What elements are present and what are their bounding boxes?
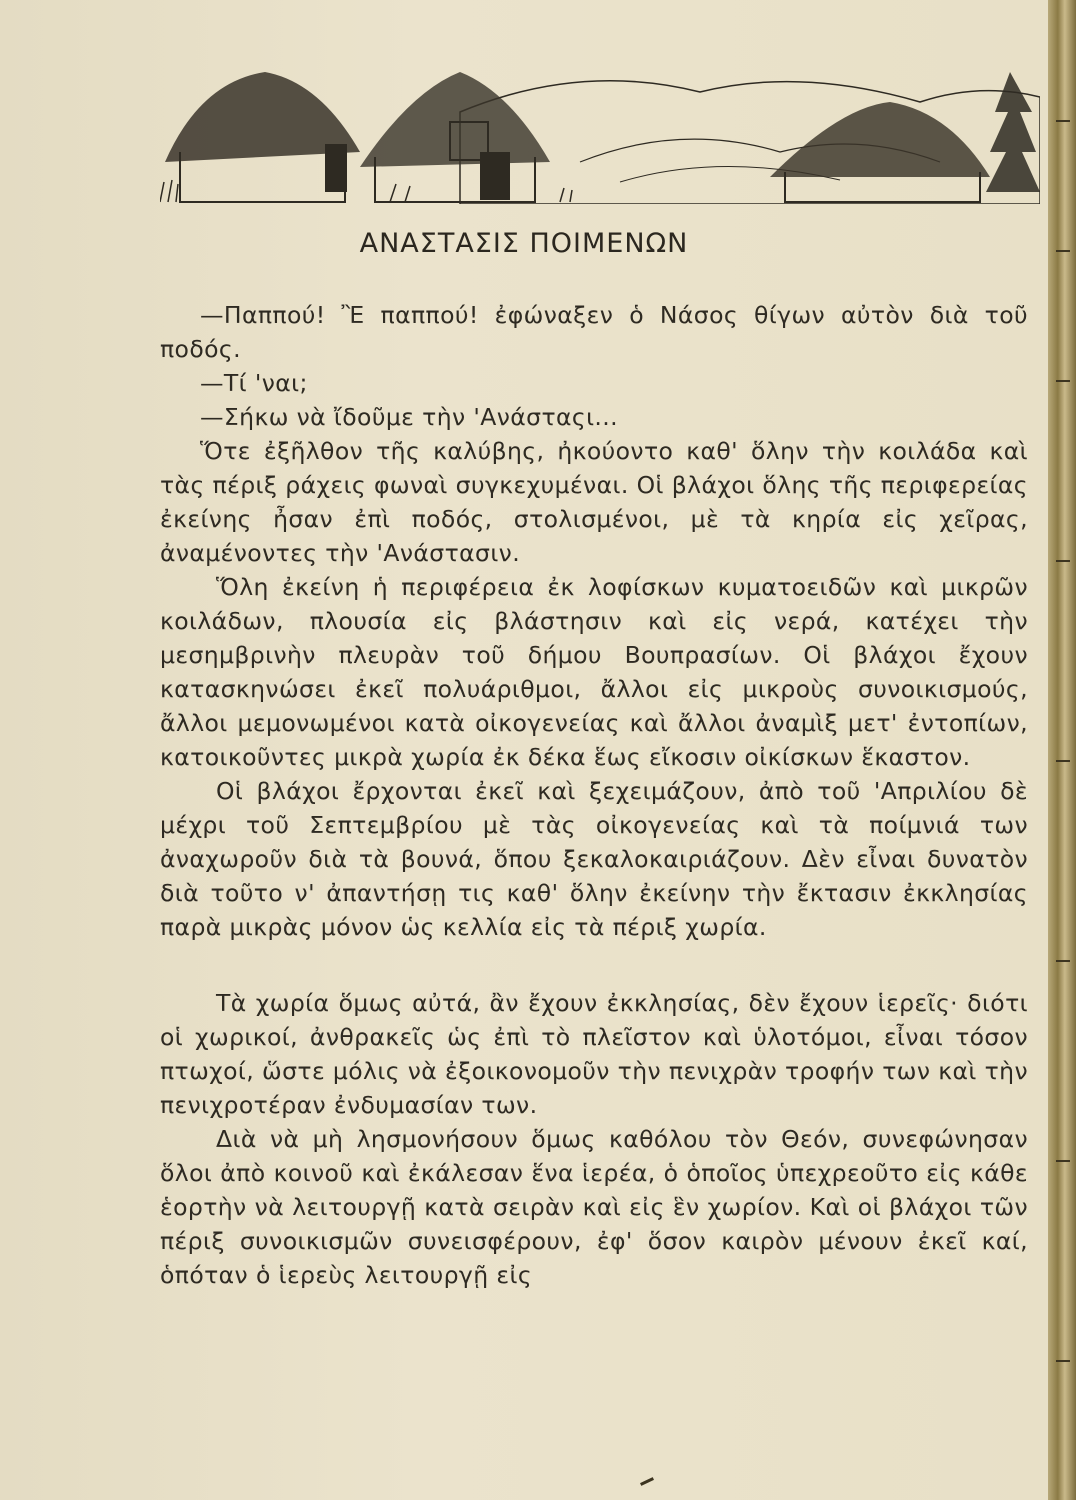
paragraph-5: Ὅλη ἐκείνη ἡ περιφέρεια ἐκ λοφίσκων κυματοειδῶν καὶ μικρῶν κοιλάδων, πλουσία εἰς βλάστησιν καὶ εἰς νερά, κατέχει τὴν μεσημβρινὴν πλευρὰν τοῦ δήμου Βουπρασίων. Οἱ βλάχοι ἔχουν κατασκηνώσει ἐκεῖ πολυάριθμοι, ἄλλοι εἰς μικροὺς συνοικισμούς, ἄλλοι μεμονωμένοι κατὰ οἰκογενείας καὶ ἄλλοι ἀναμὶξ μετ' ἐντοπίων, κατοικοῦντες μικρὰ χωρία ἐκ δέκα ἕως εἴκοσιν οἰκίσκων ἕκαστον. — [160, 573, 1028, 771]
paragraph-1: —Παππού! Ἒ παππού! ἐφώναξεν ὁ Νάσος θίγων αὐτὸν διὰ τοῦ ποδός. — [160, 301, 1028, 363]
paragraph-2: —Τί 'ναι; — [200, 369, 308, 397]
paragraph-3: —Σήκω νὰ ἴδοῦμε τὴν 'Ανάσταςι... — [200, 403, 619, 431]
paragraph-8: Διὰ νὰ μὴ λησμονήσουν ὅμως καθόλου τὸν Θεόν, συνεφώνησαν ὅλοι ἀπὸ κοινοῦ καὶ ἐκάλεσαν ἕνα ἱερέα, ὁ ὁποῖος ὑπεχρεοῦτο εἰς κάθε ἑορτὴν νὰ λειτουργῇ κατὰ σειρὰν καὶ εἰς ἓν χωρίον. Καὶ οἱ βλάχοι τῶν πέριξ συνοικισμῶν συνεισφέρουν, ἐφ' ὅσον καιρὸν μένουν ἐκεῖ καί, ὁπόταν ὁ ἱερεὺς λειτουργῇ εἰς — [160, 1125, 1028, 1289]
paragraph-6: Οἱ βλάχοι ἔρχονται ἐκεῖ καὶ ξεχειμάζουν, ἀπὸ τοῦ 'Απριλίου δὲ μέχρι τοῦ Σεπτεμβρίου μὲ τὰς οἰκογενείας καὶ τὰ ποίμνιά των ἀναχωροῦν διὰ τὰ βουνά, ὅπου ξεκαλοκαιριάζουν. Δὲν εἶναι δυνατὸν διὰ τοῦτο ν' ἀπαντήσῃ τις καθ' ὅλην ἐκείνην τὴν ἔκτασιν ἐκκλησίας παρὰ μικρὰς μόνον ὡς κελλία εἰς τὰ πέριξ χωρία. — [160, 777, 1028, 941]
body-text — [160, 298, 1028, 1292]
page-mark — [640, 1477, 654, 1486]
chapter-title: ΑΝΑΣΤΑΣΙΣ ΠΟΙΜΕΝΩΝ — [359, 228, 689, 259]
village-huts-illustration — [160, 52, 1040, 204]
paragraph-7: Τὰ χωρία ὅμως αὐτά, ἂν ἔχουν ἐκκλησίας, δὲν ἔχουν ἱερεῖς· διότι οἱ χωρικοί, ἀνθρακεῖς ὡς ἐπὶ τὸ πλεῖστον καὶ ὑλοτόμοι, εἶναι τόσον πτωχοί, ὥστε μόλις νὰ ἐξοικονομοῦν τὴν πενιχρὰν τροφήν των καὶ τὴν πενιχροτέραν ἐνδυμασίαν των. — [160, 989, 1028, 1119]
paragraph-4: Ὅτε ἐξῆλθον τῆς καλύβης, ἠκούοντο καθ' ὅλην τὴν κοιλάδα καὶ τὰς πέριξ ράχεις φωναὶ συγκεχυμέναι. Οἱ βλάχοι ὅλης τῆς περιφερείας ἐκείνης ἦσαν ἐπὶ ποδός, στολισμένοι, μὲ τὰ κηρία εἰς χεῖρας, ἀναμένοντες τὴν 'Ανάστασιν. — [160, 437, 1028, 567]
book-spine-edge — [1048, 0, 1076, 1500]
